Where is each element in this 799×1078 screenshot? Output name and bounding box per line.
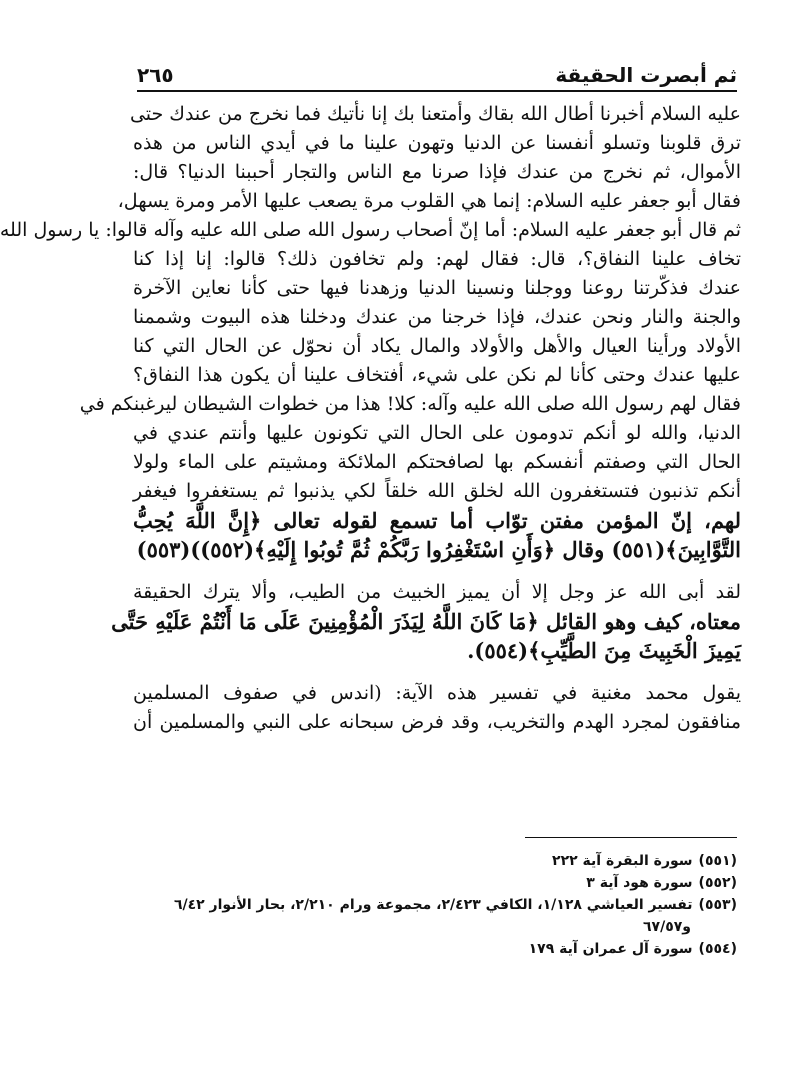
- text-line: عندك فذكّرتنا روعنا ووجلنا ونسينا الدنيا وزهدنا فيها حتى كأنا نعاين الآخرة: [133, 277, 741, 299]
- text-line: عليها عندك وحتى كأنا لم نكن على شيء، أفتخاف علينا أن يكون هذا النفاق؟: [133, 364, 741, 386]
- footnote-text: سورة آل عمران آية ١٧٩: [528, 941, 693, 957]
- text-line: لقد أبى الله عز وجل إلا أن يميز الخبيث من الطيب، وألا يترك الحقيقة: [133, 581, 741, 603]
- running-title: ثم أبصرت الحقيقة: [555, 63, 737, 87]
- paragraph-gap: [133, 665, 741, 679]
- quran-line: يَمِيزَ الْخَبِيثَ مِنَ الطَّيِّبِ﴾(٥٥٤).: [467, 638, 741, 663]
- footnote-number: (٥٥٤): [698, 941, 737, 957]
- footnote-number: (٥٥٢): [698, 875, 737, 891]
- text-line: والجنة والنار ونحن عندك، فإذا خرجنا من عندك ودخلنا هذه البيوت وشممنا: [133, 306, 741, 328]
- text-line: فقال لهم رسول الله صلى الله عليه وآله: كلا! هذا من خطوات الشيطان ليرغبنكم في: [79, 393, 741, 415]
- text-line: ثم قال أبو جعفر عليه السلام: أما إنّ أصحاب رسول الله صلى الله عليه وآله قالوا: يا رسول الله: [0, 219, 741, 241]
- footnote: [133, 872, 737, 894]
- footnote-text: سورة البقرة آية ٢٢٢: [552, 853, 693, 869]
- footnote-separator: [525, 837, 737, 838]
- text-line: تخاف علينا النفاق؟، قال: فقال لهم: ولم تخافون ذلك؟ قالوا: إنا إذا كنا: [133, 248, 741, 270]
- page-header: [137, 56, 737, 92]
- text-line: فقال أبو جعفر عليه السلام: إنما هي القلوب مرة يصعب عليها الأمر ومرة يسهل،: [117, 190, 741, 212]
- footnote-number: (٥٥١): [698, 853, 737, 869]
- text-line: عليه السلام أخبرنا أطال الله بقاك وأمتعنا بك إنا نأتيك فما نخرج من عندك حتى: [129, 103, 741, 125]
- text-line: الأموال، ثم نخرج من عندك فإذا صرنا مع الناس والتجار أحببنا الدنيا؟ قال:: [133, 161, 741, 183]
- footnote: [133, 938, 737, 960]
- text-line: الحال التي وصفتم أنفسكم بها لصافحتكم الملائكة ومشيتم على الماء ولولا: [133, 451, 741, 473]
- footnote-number: (٥٥٣): [698, 897, 737, 913]
- page-number: ٢٦٥: [137, 63, 174, 87]
- quran-line: معتاه، كيف وهو القائل ﴿مَا كَانَ اللَّهُ لِيَذَرَ الْمُؤْمِنِينَ عَلَى مَا أَنْتُمْ عَلَيْهِ حَتَّى: [111, 609, 741, 634]
- text-line: أنكم تذنبون فتستغفرون الله لخلق الله خلقاً لكي يذنبوا ثم يستغفروا فيغفر: [133, 480, 741, 502]
- quran-line: لهم، إنّ المؤمن مفتن توّاب أما تسمع لقوله تعالى ﴿إِنَّ اللَّهَ يُحِبُّ: [133, 508, 741, 533]
- footnotes: [133, 850, 737, 960]
- text-line: يقول محمد مغنية في تفسير هذه الآية: (اندس في صفوف المسلمين: [133, 682, 741, 704]
- text-line: الأولاد ورأينا العيال والأهل والأولاد والمال يكاد أن نحوّل عن الحال التي كنا: [133, 335, 741, 357]
- main-text: [0, 100, 741, 737]
- footnote-text: و٦٧/٥٧: [643, 919, 691, 935]
- footnote: [133, 894, 737, 916]
- footnote: [133, 850, 737, 872]
- quran-line: التَّوَّابِينَ﴾(٥٥١) وقال ﴿وَأَنِ اسْتَغْفِرُوا رَبَّكُمْ ثُمَّ تُوبُوا إِلَيْهِ﴾(٥٥٢))(٥٥٣): [136, 537, 741, 562]
- footnote-text: تفسير العياشي ١/١٢٨، الكافي ٢/٤٢٣، مجموعة ورام ٢/٢١٠، بحار الأنوار ٦/٤٢: [173, 897, 693, 913]
- text-line: ترق قلوبنا وتسلو أنفسنا عن الدنيا وتهون علينا ما في أيدي الناس من هذه: [133, 132, 741, 154]
- text-line: منافقون لمجرد الهدم والتخريب، وقد فرض سبحانه على النبي والمسلمين أن: [133, 711, 741, 733]
- text-line: الدنيا، والله لو أنكم تدومون على الحال التي تكونون عليها وأنتم عندي في: [133, 422, 741, 444]
- footnote-text: سورة هود آية ٣: [586, 875, 693, 891]
- paragraph-gap: [133, 564, 741, 578]
- footnote-continuation: [133, 916, 737, 938]
